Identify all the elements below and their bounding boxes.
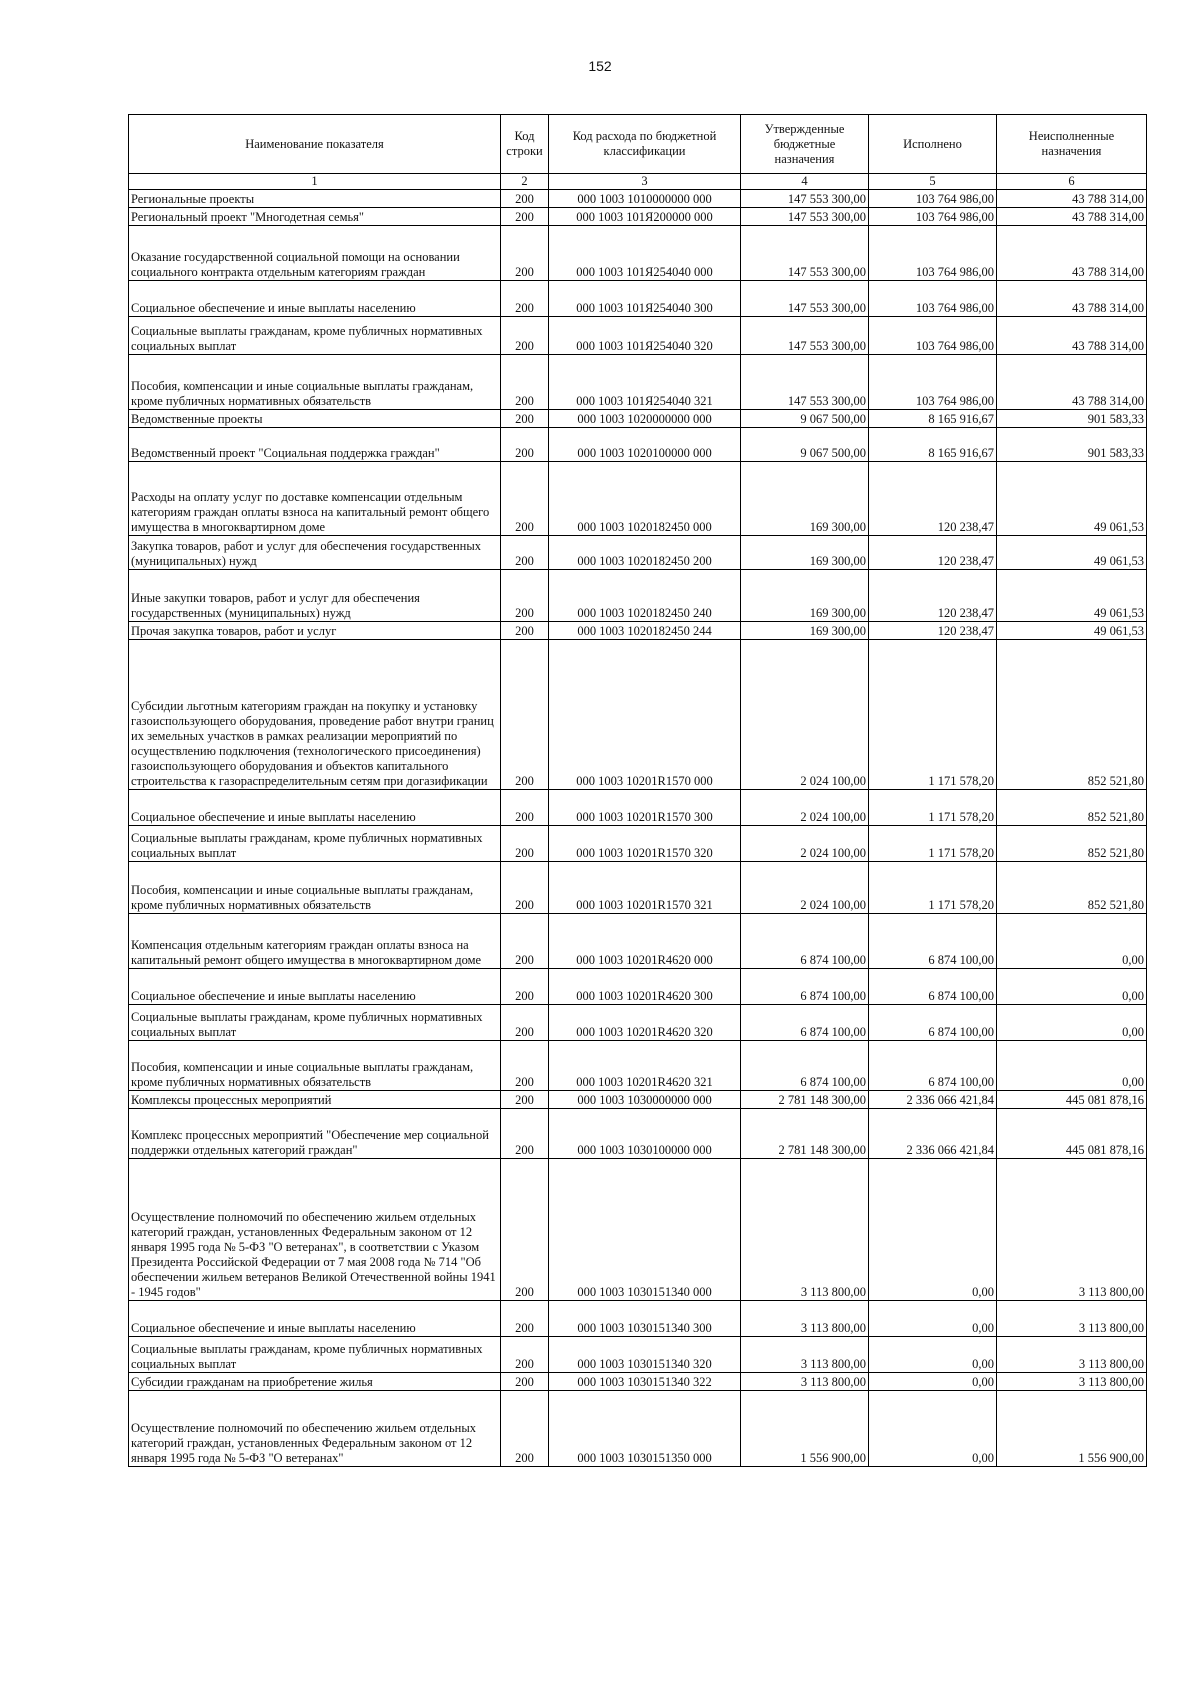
table-row: [129, 862, 1147, 914]
cell-executed: 120 238,47: [869, 570, 997, 622]
cell-budget-code: 000 1003 10201R4620 320: [549, 1005, 741, 1041]
cell-approved: 2 781 148 300,00: [741, 1109, 869, 1159]
table-row: [129, 190, 1147, 208]
cell-line-code: 200: [501, 317, 549, 355]
cell-approved: 147 553 300,00: [741, 208, 869, 226]
cell-approved: 6 874 100,00: [741, 1005, 869, 1041]
cell-name: Комплексы процессных мероприятий: [129, 1091, 501, 1109]
cell-approved: 2 024 100,00: [741, 790, 869, 826]
table-row: [129, 1041, 1147, 1091]
cell-name: Социальные выплаты гражданам, кроме публичных нормативных социальных выплат: [129, 317, 501, 355]
cell-name: Региональный проект "Многодетная семья": [129, 208, 501, 226]
cell-name: Пособия, компенсации и иные социальные выплаты гражданам, кроме публичных нормативных обязательств: [129, 862, 501, 914]
column-number: 2: [501, 174, 549, 190]
cell-executed: 120 238,47: [869, 622, 997, 640]
cell-executed: 0,00: [869, 1391, 997, 1467]
cell-budget-code: 000 1003 101Я200000 000: [549, 208, 741, 226]
cell-budget-code: 000 1003 1030151340 000: [549, 1159, 741, 1301]
cell-budget-code: 000 1003 1030100000 000: [549, 1109, 741, 1159]
cell-executed: 103 764 986,00: [869, 317, 997, 355]
cell-name: Региональные проекты: [129, 190, 501, 208]
cell-unexecuted: 1 556 900,00: [997, 1391, 1147, 1467]
cell-unexecuted: 852 521,80: [997, 862, 1147, 914]
cell-budget-code: 000 1003 1030000000 000: [549, 1091, 741, 1109]
cell-approved: 3 113 800,00: [741, 1373, 869, 1391]
cell-budget-code: 000 1003 10201R1570 321: [549, 862, 741, 914]
cell-budget-code: 000 1003 1020182450 000: [549, 462, 741, 536]
cell-line-code: 200: [501, 826, 549, 862]
cell-budget-code: 000 1003 1010000000 000: [549, 190, 741, 208]
cell-budget-code: 000 1003 101Я254040 300: [549, 281, 741, 317]
table-row: [129, 317, 1147, 355]
table-row: [129, 1391, 1147, 1467]
cell-approved: 169 300,00: [741, 536, 869, 570]
cell-approved: 147 553 300,00: [741, 355, 869, 410]
cell-executed: 103 764 986,00: [869, 226, 997, 281]
cell-executed: 8 165 916,67: [869, 410, 997, 428]
cell-unexecuted: 43 788 314,00: [997, 281, 1147, 317]
cell-executed: 1 171 578,20: [869, 826, 997, 862]
cell-line-code: 200: [501, 1091, 549, 1109]
table-row: [129, 570, 1147, 622]
cell-unexecuted: 445 081 878,16: [997, 1109, 1147, 1159]
cell-line-code: 200: [501, 428, 549, 462]
table-row: [129, 969, 1147, 1005]
cell-line-code: 200: [501, 640, 549, 790]
cell-unexecuted: 852 521,80: [997, 790, 1147, 826]
cell-budget-code: 000 1003 10201R4620 321: [549, 1041, 741, 1091]
cell-executed: 6 874 100,00: [869, 1041, 997, 1091]
cell-line-code: 200: [501, 622, 549, 640]
cell-executed: 103 764 986,00: [869, 208, 997, 226]
cell-unexecuted: 43 788 314,00: [997, 226, 1147, 281]
cell-unexecuted: 43 788 314,00: [997, 355, 1147, 410]
cell-budget-code: 000 1003 10201R1570 000: [549, 640, 741, 790]
column-number: 3: [549, 174, 741, 190]
cell-unexecuted: 49 061,53: [997, 570, 1147, 622]
cell-name: Социальное обеспечение и иные выплаты населению: [129, 969, 501, 1005]
cell-budget-code: 000 1003 1030151340 320: [549, 1337, 741, 1373]
table-row: [129, 1301, 1147, 1337]
cell-name: Ведомственные проекты: [129, 410, 501, 428]
column-number: 6: [997, 174, 1147, 190]
cell-executed: 0,00: [869, 1373, 997, 1391]
table-row: [129, 281, 1147, 317]
column-number-row: [129, 174, 1147, 190]
cell-budget-code: 000 1003 1020182450 244: [549, 622, 741, 640]
header-budget-code: Код расхода по бюджетной классификации: [549, 115, 741, 174]
cell-line-code: 200: [501, 1109, 549, 1159]
cell-budget-code: 000 1003 1020182450 240: [549, 570, 741, 622]
table-row: [129, 536, 1147, 570]
cell-line-code: 200: [501, 1391, 549, 1467]
cell-budget-code: 000 1003 1030151340 322: [549, 1373, 741, 1391]
cell-unexecuted: 0,00: [997, 1005, 1147, 1041]
header-name: Наименование показателя: [129, 115, 501, 174]
cell-line-code: 200: [501, 1301, 549, 1337]
cell-approved: 147 553 300,00: [741, 317, 869, 355]
cell-executed: 6 874 100,00: [869, 969, 997, 1005]
table-row: [129, 226, 1147, 281]
cell-name: Пособия, компенсации и иные социальные выплаты гражданам, кроме публичных нормативных обязательств: [129, 1041, 501, 1091]
table-row: [129, 410, 1147, 428]
table-row: [129, 826, 1147, 862]
cell-executed: 1 171 578,20: [869, 862, 997, 914]
cell-line-code: 200: [501, 1159, 549, 1301]
cell-line-code: 200: [501, 1005, 549, 1041]
cell-line-code: 200: [501, 570, 549, 622]
cell-executed: 8 165 916,67: [869, 428, 997, 462]
cell-approved: 9 067 500,00: [741, 428, 869, 462]
table-row: [129, 1005, 1147, 1041]
table-row: [129, 462, 1147, 536]
cell-line-code: 200: [501, 1041, 549, 1091]
cell-name: Прочая закупка товаров, работ и услуг: [129, 622, 501, 640]
cell-executed: 6 874 100,00: [869, 914, 997, 969]
cell-approved: 1 556 900,00: [741, 1391, 869, 1467]
cell-unexecuted: 445 081 878,16: [997, 1091, 1147, 1109]
table-row: [129, 790, 1147, 826]
cell-executed: 0,00: [869, 1301, 997, 1337]
cell-budget-code: 000 1003 1020000000 000: [549, 410, 741, 428]
cell-unexecuted: 852 521,80: [997, 826, 1147, 862]
cell-budget-code: 000 1003 10201R4620 300: [549, 969, 741, 1005]
cell-unexecuted: 3 113 800,00: [997, 1301, 1147, 1337]
cell-executed: 1 171 578,20: [869, 640, 997, 790]
cell-unexecuted: 49 061,53: [997, 462, 1147, 536]
cell-name: Осуществление полномочий по обеспечению жильем отдельных категорий граждан, установленных Федеральным законом от 12 января 1995 года № 5-ФЗ "О ветеранах", в соответствии с Указом Президента Российской Федерации от 7 мая 2008 года № 714 "Об обеспечении жильем ветеранов Великой Отечественной войны 1941 - 1945 годов": [129, 1159, 501, 1301]
table-row: [129, 1091, 1147, 1109]
header-executed: Исполнено: [869, 115, 997, 174]
cell-line-code: 200: [501, 1373, 549, 1391]
table-row: [129, 428, 1147, 462]
cell-unexecuted: 3 113 800,00: [997, 1159, 1147, 1301]
cell-approved: 147 553 300,00: [741, 281, 869, 317]
cell-name: Субсидии льготным категориям граждан на покупку и установку газоиспользующего оборудования, проведение работ внутри границ их земельных участков в рамках реализации мероприятий по осуществлению подключения (технологического присоединения) газоиспользующего оборудования и объектов капитального строительства к газораспределительным сетям при догазификации: [129, 640, 501, 790]
table-row: [129, 622, 1147, 640]
cell-name: Субсидии гражданам на приобретение жилья: [129, 1373, 501, 1391]
table-row: [129, 355, 1147, 410]
cell-line-code: 200: [501, 969, 549, 1005]
cell-line-code: 200: [501, 536, 549, 570]
cell-approved: 6 874 100,00: [741, 969, 869, 1005]
cell-executed: 1 171 578,20: [869, 790, 997, 826]
cell-approved: 2 024 100,00: [741, 862, 869, 914]
cell-approved: 6 874 100,00: [741, 914, 869, 969]
cell-budget-code: 000 1003 10201R1570 320: [549, 826, 741, 862]
cell-line-code: 200: [501, 281, 549, 317]
cell-name: Осуществление полномочий по обеспечению жильем отдельных категорий граждан, установленных Федеральным законом от 12 января 1995 года № 5-ФЗ "О ветеранах": [129, 1391, 501, 1467]
cell-executed: 103 764 986,00: [869, 281, 997, 317]
cell-approved: 169 300,00: [741, 570, 869, 622]
cell-line-code: 200: [501, 1337, 549, 1373]
cell-line-code: 200: [501, 410, 549, 428]
cell-unexecuted: 901 583,33: [997, 428, 1147, 462]
cell-name: Ведомственный проект "Социальная поддержка граждан": [129, 428, 501, 462]
cell-approved: 2 781 148 300,00: [741, 1091, 869, 1109]
cell-name: Компенсация отдельным категориям граждан оплаты взноса на капитальный ремонт общего имущества в многоквартирном доме: [129, 914, 501, 969]
cell-budget-code: 000 1003 10201R1570 300: [549, 790, 741, 826]
cell-line-code: 200: [501, 462, 549, 536]
cell-name: Расходы на оплату услуг по доставке компенсации отдельным категориям граждан оплаты взноса на капитальный ремонт общего имущества в многоквартирном доме: [129, 462, 501, 536]
cell-approved: 169 300,00: [741, 622, 869, 640]
cell-unexecuted: 0,00: [997, 1041, 1147, 1091]
cell-name: Оказание государственной социальной помощи на основании социального контракта отдельным категориям граждан: [129, 226, 501, 281]
cell-name: Социальные выплаты гражданам, кроме публичных нормативных социальных выплат: [129, 826, 501, 862]
cell-approved: 169 300,00: [741, 462, 869, 536]
cell-line-code: 200: [501, 208, 549, 226]
table-body: [129, 190, 1147, 1467]
cell-name: Комплекс процессных мероприятий "Обеспечение мер социальной поддержки отдельных категорий граждан": [129, 1109, 501, 1159]
cell-executed: 0,00: [869, 1337, 997, 1373]
table-row: [129, 1373, 1147, 1391]
cell-approved: 2 024 100,00: [741, 640, 869, 790]
cell-unexecuted: 49 061,53: [997, 536, 1147, 570]
cell-approved: 9 067 500,00: [741, 410, 869, 428]
cell-budget-code: 000 1003 101Я254040 320: [549, 317, 741, 355]
cell-unexecuted: 43 788 314,00: [997, 190, 1147, 208]
cell-unexecuted: 852 521,80: [997, 640, 1147, 790]
cell-approved: 6 874 100,00: [741, 1041, 869, 1091]
cell-approved: 2 024 100,00: [741, 826, 869, 862]
header-unexecuted: Неисполненные назначения: [997, 115, 1147, 174]
table-row: [129, 208, 1147, 226]
cell-unexecuted: 43 788 314,00: [997, 317, 1147, 355]
cell-budget-code: 000 1003 101Я254040 000: [549, 226, 741, 281]
cell-executed: 0,00: [869, 1159, 997, 1301]
cell-executed: 103 764 986,00: [869, 190, 997, 208]
table-row: [129, 1159, 1147, 1301]
table-header-row: [129, 115, 1147, 174]
cell-name: Закупка товаров, работ и услуг для обеспечения государственных (муниципальных) нужд: [129, 536, 501, 570]
cell-budget-code: 000 1003 1030151350 000: [549, 1391, 741, 1467]
column-number: 4: [741, 174, 869, 190]
cell-unexecuted: 3 113 800,00: [997, 1373, 1147, 1391]
table-row: [129, 640, 1147, 790]
cell-executed: 120 238,47: [869, 462, 997, 536]
cell-unexecuted: 3 113 800,00: [997, 1337, 1147, 1373]
cell-unexecuted: 49 061,53: [997, 622, 1147, 640]
cell-approved: 3 113 800,00: [741, 1337, 869, 1373]
cell-approved: 147 553 300,00: [741, 226, 869, 281]
cell-approved: 147 553 300,00: [741, 190, 869, 208]
cell-name: Социальное обеспечение и иные выплаты населению: [129, 1301, 501, 1337]
table-row: [129, 914, 1147, 969]
cell-unexecuted: 901 583,33: [997, 410, 1147, 428]
cell-line-code: 200: [501, 790, 549, 826]
cell-budget-code: 000 1003 1020182450 200: [549, 536, 741, 570]
cell-executed: 6 874 100,00: [869, 1005, 997, 1041]
cell-unexecuted: 43 788 314,00: [997, 208, 1147, 226]
cell-line-code: 200: [501, 190, 549, 208]
cell-executed: 103 764 986,00: [869, 355, 997, 410]
budget-execution-table: [128, 114, 1147, 1467]
cell-name: Иные закупки товаров, работ и услуг для обеспечения государственных (муниципальных) нужд: [129, 570, 501, 622]
table-row: [129, 1109, 1147, 1159]
cell-unexecuted: 0,00: [997, 969, 1147, 1005]
cell-budget-code: 000 1003 1030151340 300: [549, 1301, 741, 1337]
cell-unexecuted: 0,00: [997, 914, 1147, 969]
page-number: 152: [588, 58, 612, 74]
cell-budget-code: 000 1003 10201R4620 000: [549, 914, 741, 969]
table-row: [129, 1337, 1147, 1373]
cell-name: Социальное обеспечение и иные выплаты населению: [129, 281, 501, 317]
cell-line-code: 200: [501, 914, 549, 969]
cell-name: Социальное обеспечение и иные выплаты населению: [129, 790, 501, 826]
cell-executed: 120 238,47: [869, 536, 997, 570]
cell-line-code: 200: [501, 355, 549, 410]
cell-approved: 3 113 800,00: [741, 1159, 869, 1301]
cell-executed: 2 336 066 421,84: [869, 1109, 997, 1159]
cell-name: Социальные выплаты гражданам, кроме публичных нормативных социальных выплат: [129, 1337, 501, 1373]
header-approved: Утвержденные бюджетные назначения: [741, 115, 869, 174]
cell-line-code: 200: [501, 226, 549, 281]
cell-name: Социальные выплаты гражданам, кроме публичных нормативных социальных выплат: [129, 1005, 501, 1041]
column-number: 5: [869, 174, 997, 190]
cell-approved: 3 113 800,00: [741, 1301, 869, 1337]
column-number: 1: [129, 174, 501, 190]
header-line-code: Код строки: [501, 115, 549, 174]
cell-name: Пособия, компенсации и иные социальные выплаты гражданам, кроме публичных нормативных обязательств: [129, 355, 501, 410]
cell-line-code: 200: [501, 862, 549, 914]
cell-budget-code: 000 1003 101Я254040 321: [549, 355, 741, 410]
cell-executed: 2 336 066 421,84: [869, 1091, 997, 1109]
cell-budget-code: 000 1003 1020100000 000: [549, 428, 741, 462]
